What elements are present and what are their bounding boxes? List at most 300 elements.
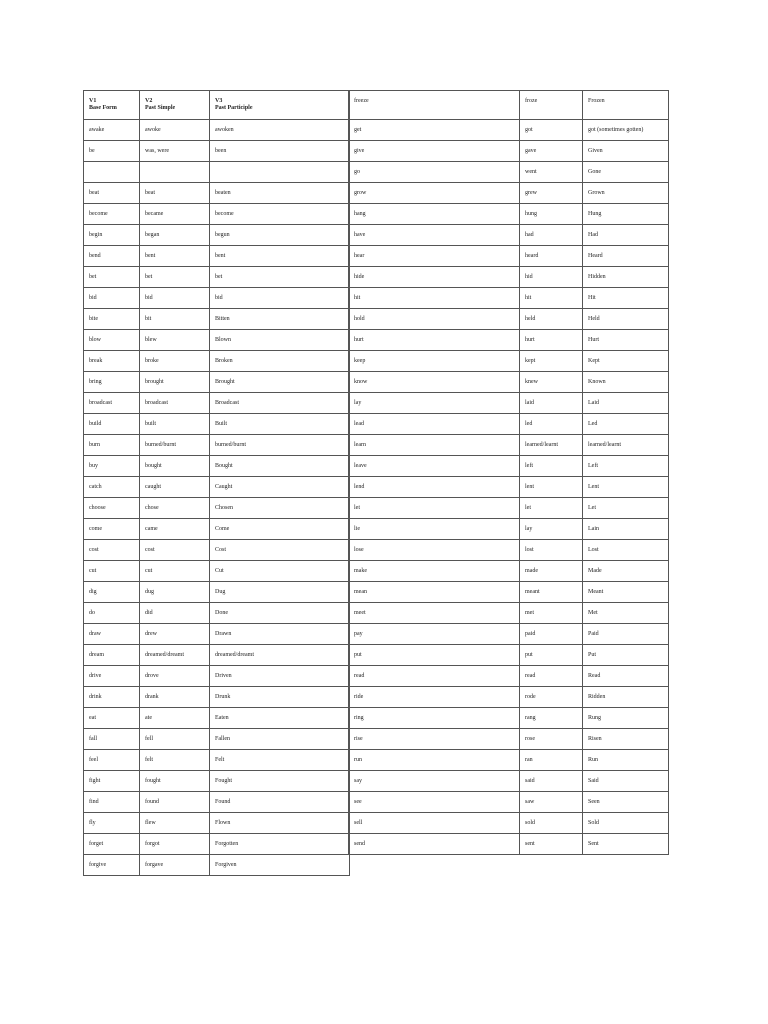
past-simple-cell: ate: [140, 708, 210, 729]
past-participle-cell: Read: [583, 666, 669, 687]
base-form-cell: lead: [349, 414, 520, 435]
table-row: [349, 498, 669, 519]
past-simple-cell: brought: [140, 372, 210, 393]
table-row: [84, 792, 350, 813]
past-participle-cell: Led: [583, 414, 669, 435]
base-form-cell: cost: [84, 540, 140, 561]
table-row: [349, 204, 669, 225]
past-participle-cell: burned/burnt: [210, 435, 350, 456]
past-participle-cell: Drunk: [210, 687, 350, 708]
table-row: [349, 267, 669, 288]
base-form-cell: drive: [84, 666, 140, 687]
past-simple-cell: put: [520, 645, 583, 666]
past-simple-cell: flew: [140, 813, 210, 834]
past-simple-cell: fought: [140, 771, 210, 792]
base-form-cell: let: [349, 498, 520, 519]
past-simple-cell: chose: [140, 498, 210, 519]
past-participle-cell: Rung: [583, 708, 669, 729]
past-participle-cell: Hurt: [583, 330, 669, 351]
past-participle-cell: become: [210, 204, 350, 225]
table-row: [84, 204, 350, 225]
past-participle-cell: Meant: [583, 582, 669, 603]
past-participle-cell: Made: [583, 561, 669, 582]
table-row: [84, 561, 350, 582]
table-row: [349, 771, 669, 792]
past-participle-cell: Seen: [583, 792, 669, 813]
past-participle-cell: [210, 162, 350, 183]
base-form-cell: [84, 162, 140, 183]
past-participle-cell: Grown: [583, 183, 669, 204]
base-form-cell: do: [84, 603, 140, 624]
past-simple-cell: found: [140, 792, 210, 813]
past-participle-cell: Fought: [210, 771, 350, 792]
past-simple-cell: dug: [140, 582, 210, 603]
base-form-cell: fight: [84, 771, 140, 792]
past-simple-cell: broadcast: [140, 393, 210, 414]
past-participle-cell: Bitten: [210, 309, 350, 330]
past-participle-cell: Fallen: [210, 729, 350, 750]
table-row: [84, 582, 350, 603]
table-row: [84, 372, 350, 393]
past-participle-cell: bid: [210, 288, 350, 309]
table-row: [349, 834, 669, 855]
base-form-cell: bite: [84, 309, 140, 330]
table-row: [84, 120, 350, 141]
past-simple-cell: said: [520, 771, 583, 792]
header-v2-code: V2: [145, 98, 153, 104]
past-simple-cell: read: [520, 666, 583, 687]
base-form-cell: burn: [84, 435, 140, 456]
past-participle-cell: Lent: [583, 477, 669, 498]
past-participle-cell: Chosen: [210, 498, 350, 519]
past-simple-cell: fell: [140, 729, 210, 750]
past-participle-cell: Held: [583, 309, 669, 330]
table-row: [349, 813, 669, 834]
base-form-cell: eat: [84, 708, 140, 729]
past-simple-cell: burned/burnt: [140, 435, 210, 456]
past-participle-cell: Hung: [583, 204, 669, 225]
past-simple-cell: froze: [520, 91, 583, 120]
past-participle-cell: Dug: [210, 582, 350, 603]
table-row: [349, 708, 669, 729]
table-row: [84, 855, 350, 876]
base-form-cell: learn: [349, 435, 520, 456]
past-simple-cell: beat: [140, 183, 210, 204]
past-participle-cell: learned/learnt: [583, 435, 669, 456]
past-participle-cell: bent: [210, 246, 350, 267]
table-row: [84, 393, 350, 414]
past-participle-cell: Heard: [583, 246, 669, 267]
past-simple-cell: caught: [140, 477, 210, 498]
past-participle-cell: Forgiven: [210, 855, 350, 876]
left-verb-table-body: [84, 91, 350, 876]
base-form-cell: break: [84, 351, 140, 372]
base-form-cell: dig: [84, 582, 140, 603]
past-simple-cell: learned/learnt: [520, 435, 583, 456]
past-simple-cell: bit: [140, 309, 210, 330]
past-participle-cell: Kept: [583, 351, 669, 372]
past-simple-cell: sold: [520, 813, 583, 834]
past-simple-cell: paid: [520, 624, 583, 645]
past-simple-cell: bid: [140, 288, 210, 309]
table-row: [349, 414, 669, 435]
past-participle-cell: Come: [210, 519, 350, 540]
past-participle-cell: Done: [210, 603, 350, 624]
past-participle-cell: Ridden: [583, 687, 669, 708]
base-form-cell: make: [349, 561, 520, 582]
table-row: [84, 414, 350, 435]
base-form-cell: cut: [84, 561, 140, 582]
base-form-cell: bring: [84, 372, 140, 393]
past-participle-cell: Cut: [210, 561, 350, 582]
table-row: [84, 477, 350, 498]
past-participle-cell: Drawn: [210, 624, 350, 645]
table-row: [349, 330, 669, 351]
base-form-cell: blow: [84, 330, 140, 351]
base-form-cell: bend: [84, 246, 140, 267]
table-row: [349, 687, 669, 708]
base-form-cell: fall: [84, 729, 140, 750]
past-participle-cell: been: [210, 141, 350, 162]
past-participle-cell: Let: [583, 498, 669, 519]
left-verb-table: [83, 90, 350, 876]
base-form-cell: sell: [349, 813, 520, 834]
right-verb-table: [348, 90, 669, 855]
past-participle-cell: Lain: [583, 519, 669, 540]
past-simple-cell: rose: [520, 729, 583, 750]
base-form-cell: drink: [84, 687, 140, 708]
past-simple-cell: hung: [520, 204, 583, 225]
table-row: [349, 729, 669, 750]
past-simple-cell: bought: [140, 456, 210, 477]
table-row: [349, 456, 669, 477]
base-form-cell: run: [349, 750, 520, 771]
past-simple-cell: hit: [520, 288, 583, 309]
base-form-cell: hit: [349, 288, 520, 309]
table-row: [349, 624, 669, 645]
past-simple-cell: drew: [140, 624, 210, 645]
past-participle-cell: Frozen: [583, 91, 669, 120]
base-form-cell: ring: [349, 708, 520, 729]
past-participle-cell: Broken: [210, 351, 350, 372]
past-simple-cell: saw: [520, 792, 583, 813]
past-simple-cell: lent: [520, 477, 583, 498]
past-simple-cell: got: [520, 120, 583, 141]
table-row: [84, 666, 350, 687]
header-v1-label: Base Form: [89, 105, 117, 111]
past-simple-cell: came: [140, 519, 210, 540]
past-participle-cell: Cost: [210, 540, 350, 561]
table-row: [349, 288, 669, 309]
past-simple-cell: knew: [520, 372, 583, 393]
past-simple-cell: went: [520, 162, 583, 183]
base-form-cell: beat: [84, 183, 140, 204]
base-form-cell: grow: [349, 183, 520, 204]
table-row: [84, 183, 350, 204]
header-v3-label: Past Participle: [215, 105, 253, 111]
table-row: [349, 372, 669, 393]
base-form-cell: choose: [84, 498, 140, 519]
base-form-cell: know: [349, 372, 520, 393]
base-form-cell: forget: [84, 834, 140, 855]
past-simple-cell: kept: [520, 351, 583, 372]
table-row: [84, 141, 350, 162]
past-simple-cell: led: [520, 414, 583, 435]
past-simple-cell: laid: [520, 393, 583, 414]
table-row: [84, 309, 350, 330]
table-row: [349, 750, 669, 771]
past-simple-cell: ran: [520, 750, 583, 771]
base-form-cell: rise: [349, 729, 520, 750]
base-form-cell: hide: [349, 267, 520, 288]
table-row: [84, 771, 350, 792]
table-row: [84, 687, 350, 708]
past-simple-cell: hid: [520, 267, 583, 288]
past-participle-cell: dreamed/dreamt: [210, 645, 350, 666]
past-participle-cell: Driven: [210, 666, 350, 687]
past-participle-cell: awoken: [210, 120, 350, 141]
header-v3: [210, 91, 350, 120]
past-participle-cell: Broadcast: [210, 393, 350, 414]
past-participle-cell: Brought: [210, 372, 350, 393]
table-row: [349, 645, 669, 666]
base-form-cell: give: [349, 141, 520, 162]
past-simple-cell: drank: [140, 687, 210, 708]
table-row: [349, 393, 669, 414]
base-form-cell: say: [349, 771, 520, 792]
header-v1-code: V1: [89, 98, 97, 104]
past-participle-cell: Built: [210, 414, 350, 435]
base-form-cell: lend: [349, 477, 520, 498]
past-participle-cell: Paid: [583, 624, 669, 645]
table-row: [349, 162, 669, 183]
base-form-cell: send: [349, 834, 520, 855]
table-row: [349, 666, 669, 687]
past-participle-cell: Caught: [210, 477, 350, 498]
table-row: [84, 708, 350, 729]
past-simple-cell: left: [520, 456, 583, 477]
past-simple-cell: forgave: [140, 855, 210, 876]
past-participle-cell: Met: [583, 603, 669, 624]
past-simple-cell: rode: [520, 687, 583, 708]
past-simple-cell: became: [140, 204, 210, 225]
table-row: [349, 351, 669, 372]
past-simple-cell: grew: [520, 183, 583, 204]
past-simple-cell: met: [520, 603, 583, 624]
table-row: [349, 435, 669, 456]
past-participle-cell: Felt: [210, 750, 350, 771]
table-row: [84, 645, 350, 666]
past-participle-cell: Forgotten: [210, 834, 350, 855]
past-participle-cell: Hit: [583, 288, 669, 309]
past-simple-cell: cost: [140, 540, 210, 561]
past-participle-cell: bet: [210, 267, 350, 288]
past-participle-cell: begun: [210, 225, 350, 246]
table-row: [84, 498, 350, 519]
table-row: [349, 792, 669, 813]
past-simple-cell: had: [520, 225, 583, 246]
table-row: [349, 309, 669, 330]
table-row: [349, 91, 669, 120]
table-row: [84, 267, 350, 288]
table-row: [84, 351, 350, 372]
table-row: [84, 456, 350, 477]
table-row: [349, 603, 669, 624]
past-simple-cell: awoke: [140, 120, 210, 141]
table-row: [349, 225, 669, 246]
base-form-cell: broadcast: [84, 393, 140, 414]
base-form-cell: lay: [349, 393, 520, 414]
past-participle-cell: Sent: [583, 834, 669, 855]
table-row: [84, 330, 350, 351]
past-participle-cell: Put: [583, 645, 669, 666]
past-simple-cell: lay: [520, 519, 583, 540]
base-form-cell: hold: [349, 309, 520, 330]
past-simple-cell: forgot: [140, 834, 210, 855]
base-form-cell: lose: [349, 540, 520, 561]
past-simple-cell: cut: [140, 561, 210, 582]
base-form-cell: hang: [349, 204, 520, 225]
table-row: [84, 813, 350, 834]
base-form-cell: catch: [84, 477, 140, 498]
past-simple-cell: meant: [520, 582, 583, 603]
base-form-cell: bid: [84, 288, 140, 309]
past-participle-cell: Laid: [583, 393, 669, 414]
table-row: [349, 582, 669, 603]
base-form-cell: fly: [84, 813, 140, 834]
past-participle-cell: beaten: [210, 183, 350, 204]
base-form-cell: meet: [349, 603, 520, 624]
base-form-cell: put: [349, 645, 520, 666]
base-form-cell: build: [84, 414, 140, 435]
base-form-cell: keep: [349, 351, 520, 372]
past-simple-cell: built: [140, 414, 210, 435]
past-simple-cell: bent: [140, 246, 210, 267]
past-participle-cell: Bought: [210, 456, 350, 477]
past-simple-cell: blew: [140, 330, 210, 351]
table-row: [84, 288, 350, 309]
past-participle-cell: Found: [210, 792, 350, 813]
past-participle-cell: Given: [583, 141, 669, 162]
base-form-cell: mean: [349, 582, 520, 603]
table-row: [349, 120, 669, 141]
base-form-cell: ride: [349, 687, 520, 708]
table-row: [349, 477, 669, 498]
base-form-cell: dream: [84, 645, 140, 666]
past-participle-cell: Gone: [583, 162, 669, 183]
table-row: [349, 540, 669, 561]
past-simple-cell: held: [520, 309, 583, 330]
right-verb-table-body: [349, 91, 669, 855]
table-row: [349, 246, 669, 267]
base-form-cell: hurt: [349, 330, 520, 351]
table-row: [84, 162, 350, 183]
table-row: [84, 729, 350, 750]
past-participle-cell: Sold: [583, 813, 669, 834]
past-simple-cell: made: [520, 561, 583, 582]
table-row: [84, 540, 350, 561]
past-simple-cell: bet: [140, 267, 210, 288]
base-form-cell: get: [349, 120, 520, 141]
base-form-cell: become: [84, 204, 140, 225]
table-row: [84, 603, 350, 624]
past-participle-cell: Left: [583, 456, 669, 477]
past-simple-cell: rang: [520, 708, 583, 729]
header-v2: [140, 91, 210, 120]
past-simple-cell: drove: [140, 666, 210, 687]
past-participle-cell: Eaten: [210, 708, 350, 729]
base-form-cell: lie: [349, 519, 520, 540]
past-participle-cell: Known: [583, 372, 669, 393]
past-participle-cell: Hidden: [583, 267, 669, 288]
past-simple-cell: dreamed/dreamt: [140, 645, 210, 666]
past-simple-cell: was, were: [140, 141, 210, 162]
past-simple-cell: felt: [140, 750, 210, 771]
past-participle-cell: Run: [583, 750, 669, 771]
base-form-cell: go: [349, 162, 520, 183]
table-row: [84, 225, 350, 246]
past-simple-cell: did: [140, 603, 210, 624]
past-simple-cell: hurt: [520, 330, 583, 351]
table-row: [84, 246, 350, 267]
table-row: [349, 561, 669, 582]
table-row: [84, 435, 350, 456]
past-participle-cell: Had: [583, 225, 669, 246]
past-participle-cell: Lost: [583, 540, 669, 561]
past-participle-cell: Said: [583, 771, 669, 792]
base-form-cell: be: [84, 141, 140, 162]
past-simple-cell: lost: [520, 540, 583, 561]
base-form-cell: draw: [84, 624, 140, 645]
base-form-cell: have: [349, 225, 520, 246]
header-row: [84, 91, 350, 120]
table-row: [84, 519, 350, 540]
table-row: [349, 183, 669, 204]
past-simple-cell: [140, 162, 210, 183]
base-form-cell: leave: [349, 456, 520, 477]
base-form-cell: hear: [349, 246, 520, 267]
table-row: [84, 624, 350, 645]
base-form-cell: feel: [84, 750, 140, 771]
past-simple-cell: sent: [520, 834, 583, 855]
base-form-cell: buy: [84, 456, 140, 477]
past-simple-cell: heard: [520, 246, 583, 267]
base-form-cell: find: [84, 792, 140, 813]
table-row: [349, 519, 669, 540]
past-participle-cell: Blown: [210, 330, 350, 351]
past-simple-cell: broke: [140, 351, 210, 372]
past-participle-cell: Risen: [583, 729, 669, 750]
past-simple-cell: began: [140, 225, 210, 246]
table-row: [84, 834, 350, 855]
header-v3-code: V3: [215, 98, 223, 104]
past-participle-cell: got (sometimes gotten): [583, 120, 669, 141]
base-form-cell: come: [84, 519, 140, 540]
base-form-cell: freeze: [349, 91, 520, 120]
past-simple-cell: gave: [520, 141, 583, 162]
base-form-cell: read: [349, 666, 520, 687]
base-form-cell: forgive: [84, 855, 140, 876]
past-participle-cell: Flown: [210, 813, 350, 834]
base-form-cell: bet: [84, 267, 140, 288]
past-simple-cell: let: [520, 498, 583, 519]
header-v2-label: Past Simple: [145, 105, 176, 111]
table-row: [84, 750, 350, 771]
base-form-cell: pay: [349, 624, 520, 645]
table-row: [349, 141, 669, 162]
base-form-cell: awake: [84, 120, 140, 141]
base-form-cell: begin: [84, 225, 140, 246]
